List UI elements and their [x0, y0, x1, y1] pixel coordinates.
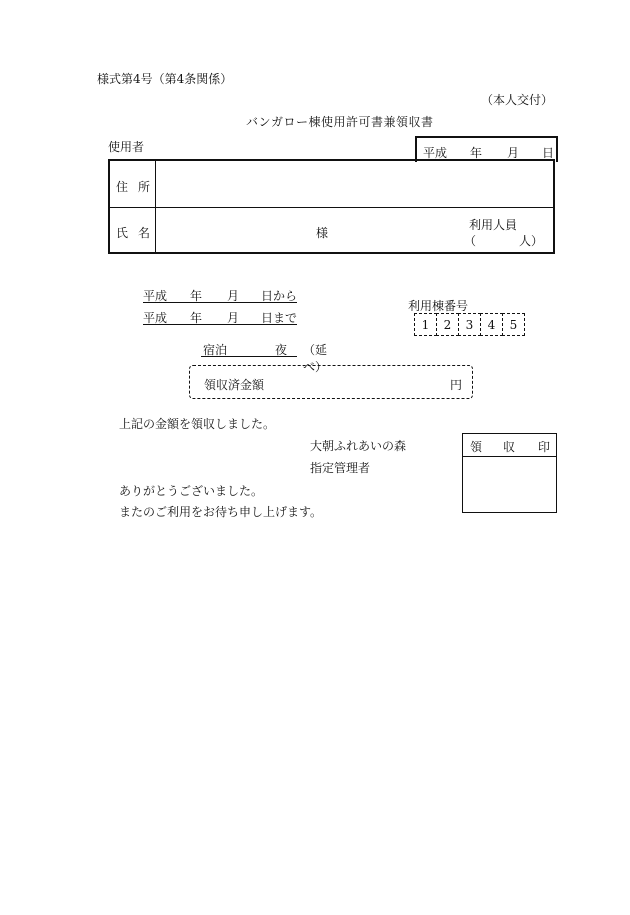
seal-char-1: 領: [470, 440, 483, 454]
stay-label: 宿泊: [203, 343, 228, 357]
from-month: 月: [227, 289, 240, 303]
people-unit: 人）: [519, 234, 544, 248]
room-number-5: 5: [509, 317, 518, 332]
from-day: 日から: [261, 289, 298, 303]
nights-line: [201, 341, 341, 374]
room-box-1: [414, 313, 437, 336]
honorific-sama: 様: [316, 226, 329, 240]
room-number-2: 2: [443, 317, 452, 332]
stay-unit: 夜: [275, 343, 288, 357]
receipt-seal-box: [462, 433, 557, 513]
organization-name: 大朝ふれあいの森: [310, 439, 407, 453]
name-label-1: 氏: [116, 226, 129, 240]
copy-note: （本人交付）: [481, 93, 554, 107]
from-year: 年: [190, 289, 203, 303]
user-label: 使用者: [108, 140, 145, 154]
date-year: 年: [470, 146, 483, 160]
address-label-1: 住: [116, 180, 129, 194]
amount-box: [189, 365, 473, 399]
seal-char-3: 印: [538, 440, 551, 454]
room-number-4: 4: [487, 317, 496, 332]
date-day: 日: [542, 146, 555, 160]
people-label: 利用人員: [469, 218, 518, 232]
to-era: 平成: [143, 311, 168, 325]
seal-char-2: 収: [503, 440, 516, 454]
amount-label: 領収済金額: [204, 378, 265, 392]
room-box-4: [480, 313, 503, 336]
period-from-line: [143, 287, 298, 303]
to-year: 年: [190, 311, 203, 325]
manager-label: 指定管理者: [310, 461, 371, 475]
room-box-5: [502, 313, 525, 336]
document-title: バンガロー棟使用許可書兼領収書: [246, 115, 434, 129]
room-number-3: 3: [465, 317, 474, 332]
user-info-table: [108, 159, 555, 254]
period-to-line: [143, 309, 298, 325]
date-era: 平成: [423, 146, 448, 160]
room-box-2: [436, 313, 459, 336]
form-number: 様式第4号（第4条関係）: [97, 72, 233, 86]
to-month: 月: [227, 311, 240, 325]
receipt-message: 上記の金額を領収しました。: [119, 417, 276, 431]
room-number-1: 1: [421, 317, 430, 332]
seal-divider: [463, 456, 556, 457]
room-number-label: 利用棟番号: [408, 299, 469, 313]
stay-note: （延べ）: [303, 343, 328, 374]
address-label-2: 所: [138, 180, 151, 194]
name-label-2: 名: [138, 226, 151, 240]
room-box-3: [458, 313, 481, 336]
to-day: 日まで: [261, 311, 298, 325]
amount-currency: 円: [450, 378, 463, 392]
thanks-message: ありがとうございました。: [119, 484, 264, 498]
room-number-boxes: [414, 313, 524, 336]
row-divider: [110, 207, 553, 208]
from-era: 平成: [143, 289, 168, 303]
date-month: 月: [507, 146, 520, 160]
column-divider: [155, 161, 156, 252]
people-open-paren: （: [464, 234, 477, 248]
await-message: またのご利用をお待ち申し上げます。: [119, 505, 323, 519]
